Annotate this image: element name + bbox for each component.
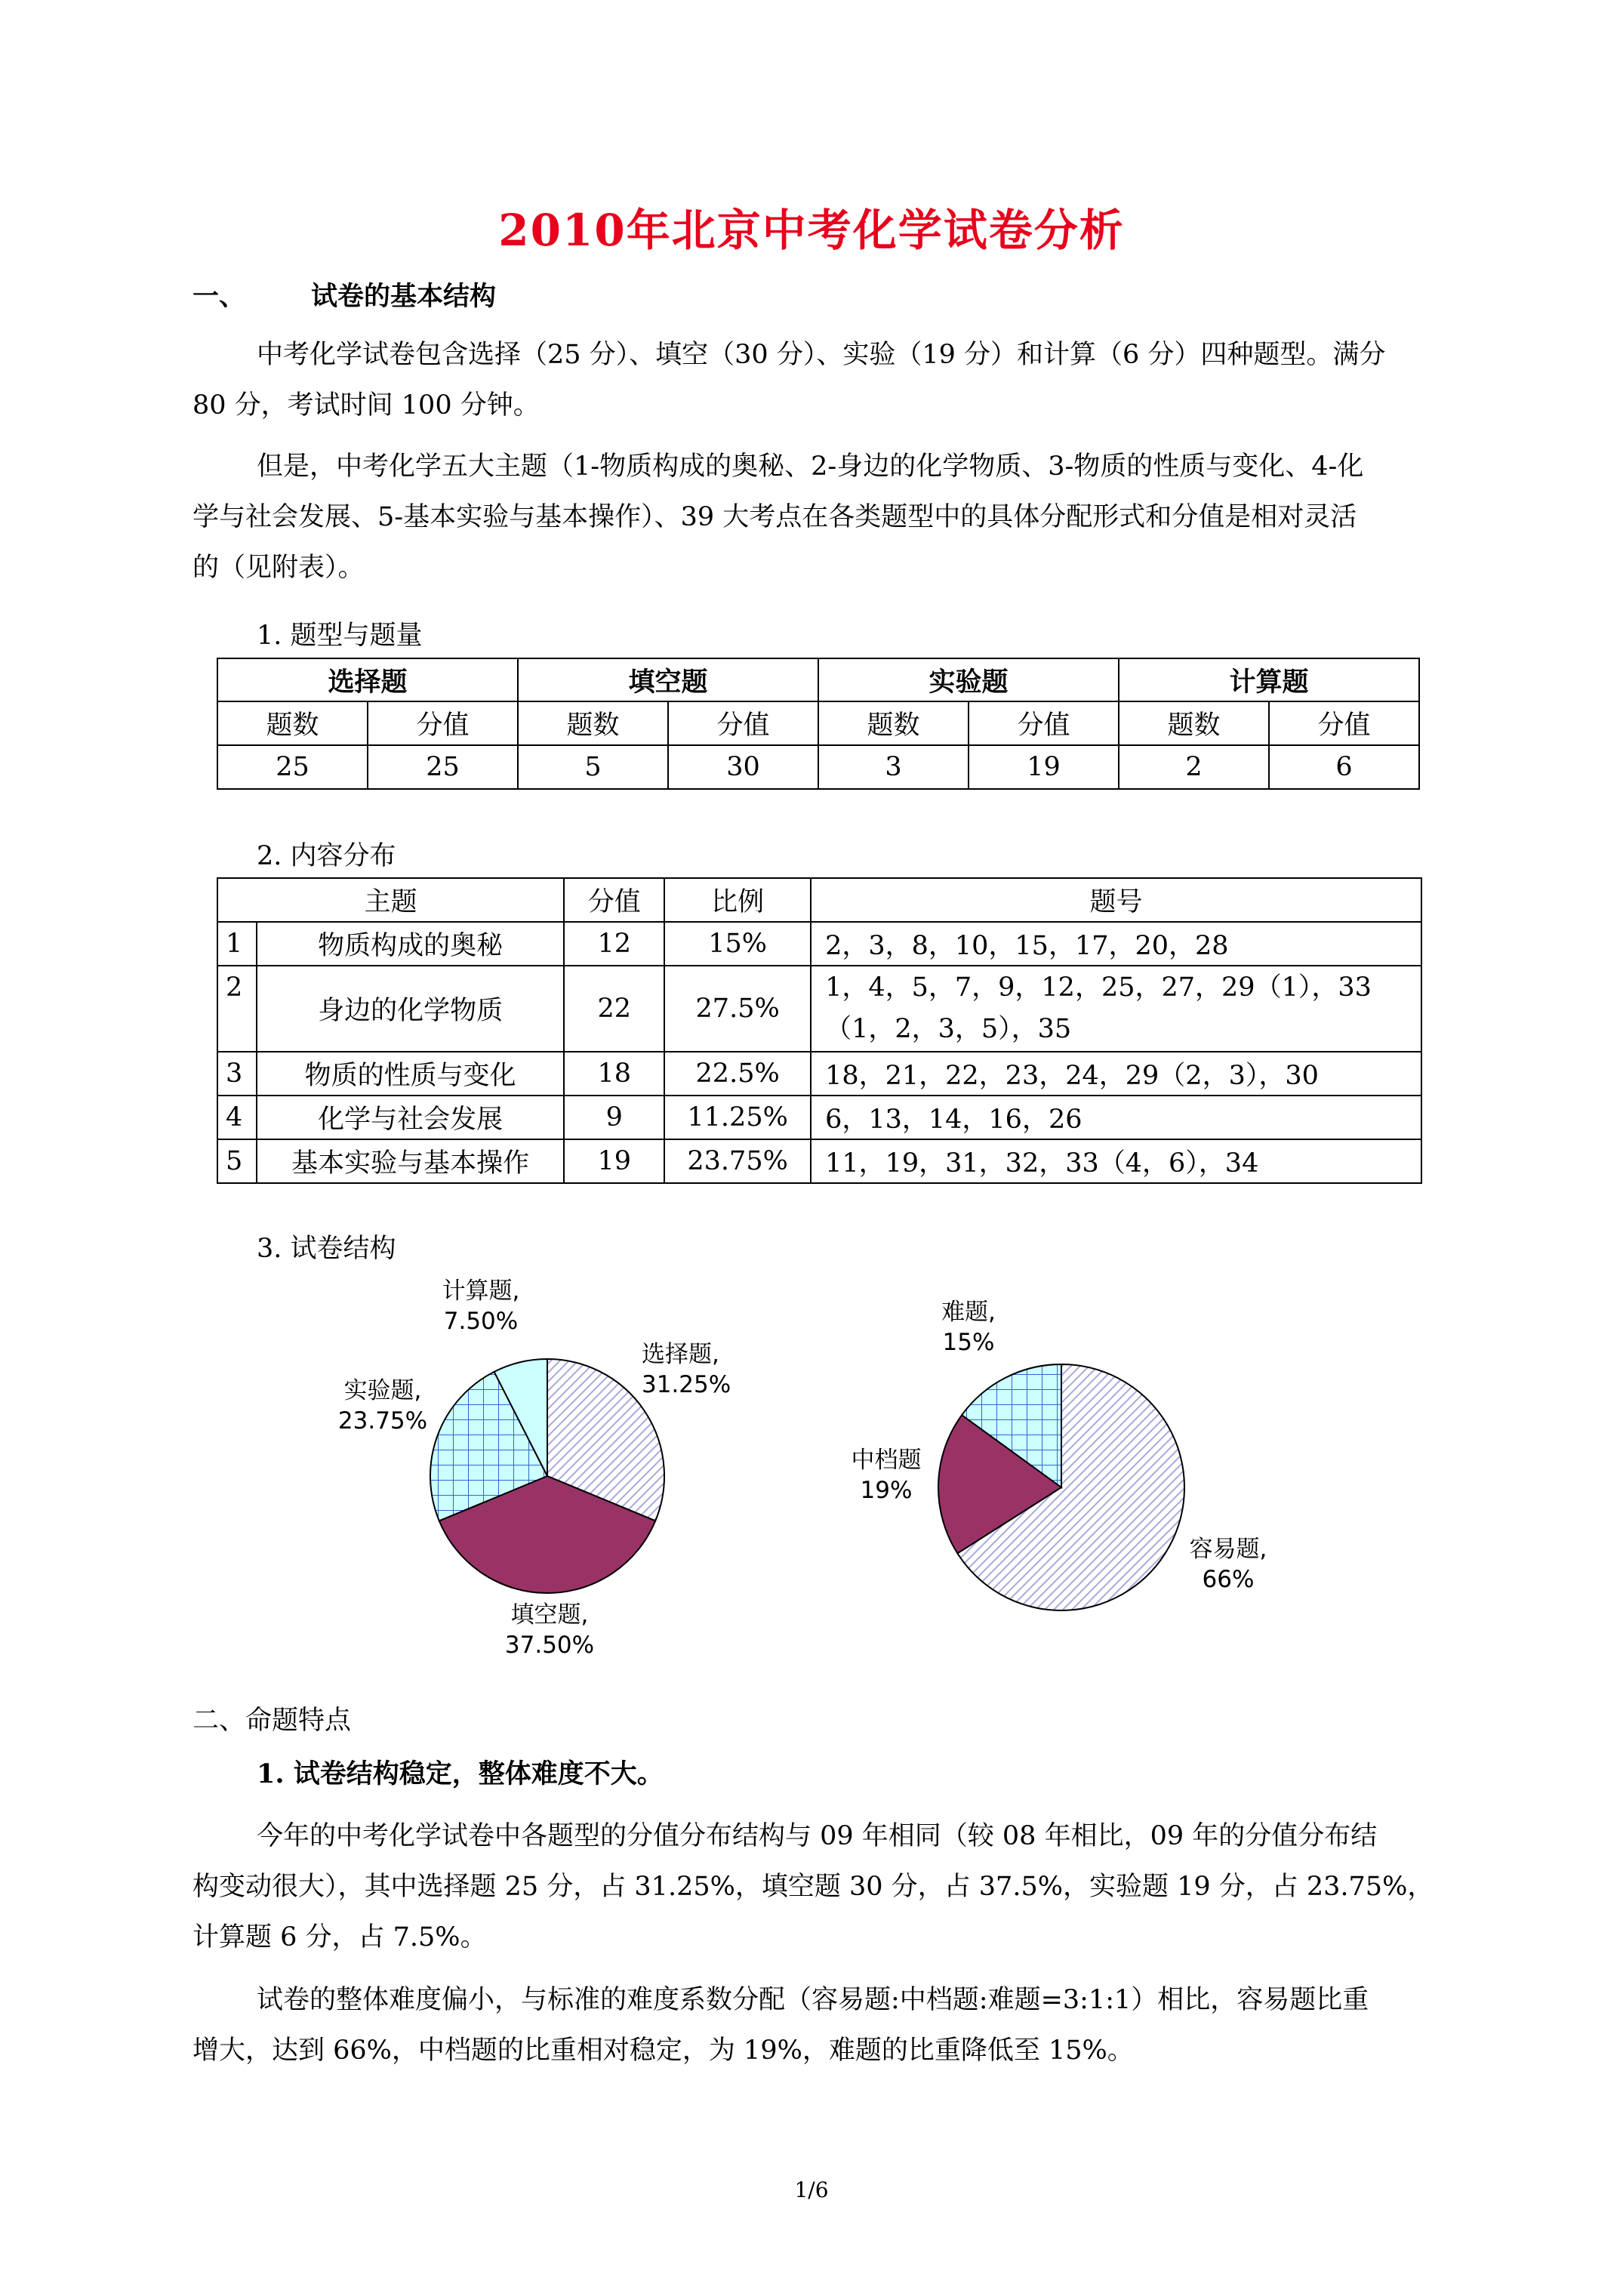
- table2-header-topic: 主题: [217, 878, 564, 922]
- pie-label-1-0: 容易题,: [1189, 1536, 1267, 1563]
- paragraph2-line3: 的（见附表）。: [192, 553, 365, 583]
- row-items: 2，3，8，10，15，17，20，28: [811, 922, 1421, 966]
- section1-number: 一、: [192, 281, 246, 312]
- row-number: 1: [217, 922, 257, 966]
- row-topic: 基本实验与基本操作: [257, 1139, 564, 1183]
- table1-cell: 25: [217, 745, 368, 789]
- table1-subheader: 分值: [368, 701, 518, 745]
- table1-group-header: 实验题: [818, 658, 1119, 701]
- row-score: 19: [564, 1139, 664, 1183]
- pie-label-0-1: 37.50%: [504, 1632, 595, 1659]
- paragraph4-line2: 增大，达到 66%，中档题的比重相对稳定，为 19%，难题的比重降低至 15%。: [192, 2036, 1134, 2066]
- row-items: 11，19，31，32，33（4，6），34: [811, 1139, 1421, 1183]
- table1-cell: 6: [1269, 745, 1419, 789]
- pie-label-1-2: 15%: [942, 1329, 995, 1356]
- paragraph4-line1: 试卷的整体难度偏小，与标准的难度系数分配（容易题:中档题:难题=3:1:1）相比，容易题比重: [257, 1985, 1369, 2015]
- table1-cell: 5: [518, 745, 668, 789]
- pie-label-0-3: 计算题,: [442, 1277, 520, 1305]
- row-score: 22: [564, 966, 664, 1052]
- table2-header-ratio: 比例: [664, 878, 811, 922]
- row-ratio: 11.25%: [664, 1096, 811, 1139]
- pie-label-0-2: 23.75%: [337, 1407, 428, 1435]
- table1-cell: 3: [818, 745, 969, 789]
- table1-group-header: 计算题: [1119, 658, 1419, 701]
- table1-group-header: 选择题: [217, 658, 518, 701]
- table1-subheader: 题数: [518, 701, 668, 745]
- paragraph2-line1: 但是，中考化学五大主题（1-物质构成的奥秘、2-身边的化学物质、3-物质的性质与变化、4-化: [257, 451, 1364, 482]
- table1-subheader: 题数: [217, 701, 368, 745]
- table1-subheader: 题数: [1119, 701, 1269, 745]
- table1-cell: 30: [668, 745, 818, 789]
- pie-label-1-2: 难题,: [941, 1299, 996, 1326]
- paragraph3-line2: 构变动很大），其中选择题 25 分，占 31.25%，填空题 30 分，占 37.5%，实验题 19 分，占 23.75%，: [192, 1872, 1434, 1902]
- table1-subheader: 题数: [818, 701, 969, 745]
- row-number: 5: [217, 1139, 257, 1183]
- row-ratio: 23.75%: [664, 1139, 811, 1183]
- section2-subheading: 1. 试卷结构稳定，整体难度不大。: [257, 1758, 664, 1789]
- subheading-exam-structure: 3. 试卷结构: [257, 1234, 396, 1264]
- pie-label-0-3: 7.50%: [443, 1308, 519, 1335]
- pie-label-1-1: 中档题: [851, 1447, 922, 1474]
- table1-group-header: 填空题: [518, 658, 818, 701]
- paragraph2-line2: 学与社会发展、5-基本实验与基本操作）、39 大考点在各类题型中的具体分配形式和分值是相对灵活: [192, 502, 1357, 532]
- paragraph3-line1: 今年的中考化学试卷中各题型的分值分布结构与 09 年相同（较 08 年相比，09 年的分值分布结: [257, 1821, 1378, 1851]
- subheading-content-distribution: 2. 内容分布: [257, 841, 396, 871]
- paragraph1-line1: 中考化学试卷包含选择（25 分）、填空（30 分）、实验（19 分）和计算（6 分）四种题型。满分: [257, 340, 1386, 370]
- pie-label-0-0: 选择题,: [642, 1341, 719, 1368]
- table1-cell: 25: [368, 745, 518, 789]
- pie-label-0-1: 填空题,: [510, 1601, 589, 1629]
- row-ratio: 27.5%: [664, 966, 811, 1052]
- row-topic: 物质构成的奥秘: [257, 922, 564, 966]
- row-topic: 物质的性质与变化: [257, 1052, 564, 1096]
- pie-label-0-2: 实验题,: [343, 1377, 422, 1404]
- row-items: 6，13，14，16，26: [811, 1096, 1421, 1139]
- row-number: 2: [217, 966, 257, 1052]
- row-score: 12: [564, 922, 664, 966]
- row-score: 9: [564, 1096, 664, 1139]
- table2-header-items: 题号: [811, 878, 1421, 922]
- row-ratio: 22.5%: [664, 1052, 811, 1096]
- section2-title: 二、命题特点: [192, 1706, 352, 1736]
- row-items: 18，21，22，23，24，29（2，3），30: [811, 1052, 1421, 1096]
- row-topic: 身边的化学物质: [257, 966, 564, 1052]
- row-score: 18: [564, 1052, 664, 1096]
- table1-cell: 2: [1119, 745, 1269, 789]
- row-items: 1，4，5，7，9，12，25，27，29（1），33（1，2，3，5），35: [811, 966, 1421, 1052]
- table1-subheader: 分值: [969, 701, 1119, 745]
- pie-label-0-0: 31.25%: [642, 1371, 731, 1398]
- paragraph3-line3: 计算题 6 分，占 7.5%。: [192, 1922, 487, 1952]
- document-title: 2010年北京中考化学试卷分析: [498, 205, 1125, 256]
- paragraph1-line2: 80 分，考试时间 100 分钟。: [192, 390, 540, 421]
- row-topic: 化学与社会发展: [257, 1096, 564, 1139]
- table1-cell: 19: [969, 745, 1119, 789]
- page-number: 1/6: [794, 2177, 829, 2202]
- pie-label-1-0: 66%: [1202, 1566, 1255, 1593]
- row-number: 4: [217, 1096, 257, 1139]
- section1-title: 试卷的基本结构: [311, 281, 497, 312]
- table1-subheader: 分值: [668, 701, 818, 745]
- subheading-question-types: 1. 题型与题量: [257, 621, 423, 651]
- table1-subheader: 分值: [1269, 701, 1419, 745]
- pie-label-1-1: 19%: [860, 1477, 913, 1504]
- row-number: 3: [217, 1052, 257, 1096]
- row-ratio: 15%: [664, 922, 811, 966]
- table2-header-score: 分值: [564, 878, 664, 922]
